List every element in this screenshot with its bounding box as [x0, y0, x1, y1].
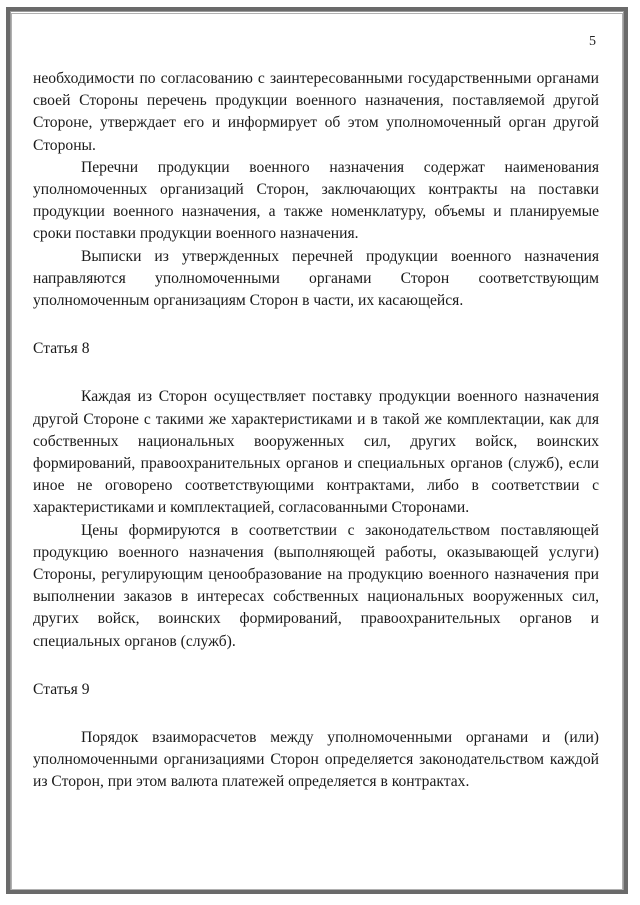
article-heading: Статья 9: [33, 680, 90, 698]
paragraph: Перечни продукции военного назначения содержат наименования уполномоченных организаций Сторон, заключающих контракты на поставки продукции военного назначения, а также номенклатуру, объемы и планируемые сроки поставки продукции военного назначения.: [33, 158, 599, 243]
paragraph: Каждая из Сторон осуществляет поставку продукции военного назначения другой Стороне с такими же характеристиками и в такой же комплектации, как для собственных национальных вооруженных сил, других войск, воинских формирований, правоохранительных органов и специальных органов (служб), если иное не оговорено соответствующими контрактами, либо в соответствии с характеристиками и комплектацией, согласованными Сторонами.: [33, 388, 599, 517]
article-heading: Статья 8: [33, 340, 90, 358]
paragraph: Порядок взаиморасчетов между уполномоченными органами и (или) уполномоченными организациями Сторон определяется законодательством каждой из Сторон, при этом валюта платежей определяется в контрактах.: [33, 729, 599, 791]
paragraph: Цены формируются в соответствии с законодательством поставляющей продукцию военного назначения (выполняющей работы, оказывающей услуги) Стороны, регулирующим ценообразование на продукцию военного назначения при выполнении заказов в интересах собственных национальных вооруженных сил, других войск, воинских формирований, правоохранительных органов и специальных органов (служб).: [33, 521, 599, 650]
page-number: 5: [589, 34, 596, 49]
paragraph-continuation: необходимости по согласованию с заинтересованными государственными органами своей Стороны перечень продукции военного назначения, поставляемой другой Стороне, утверждает его и информирует об этом уполномоченный орган другой Стороны.: [33, 70, 599, 154]
paragraph: Выписки из утвержденных перечней продукции военного назначения направляются уполномоченными органами Сторон соответствующим уполномоченным организациям Сторон в части, их касающейся.: [33, 247, 599, 310]
document-body: [33, 68, 599, 794]
